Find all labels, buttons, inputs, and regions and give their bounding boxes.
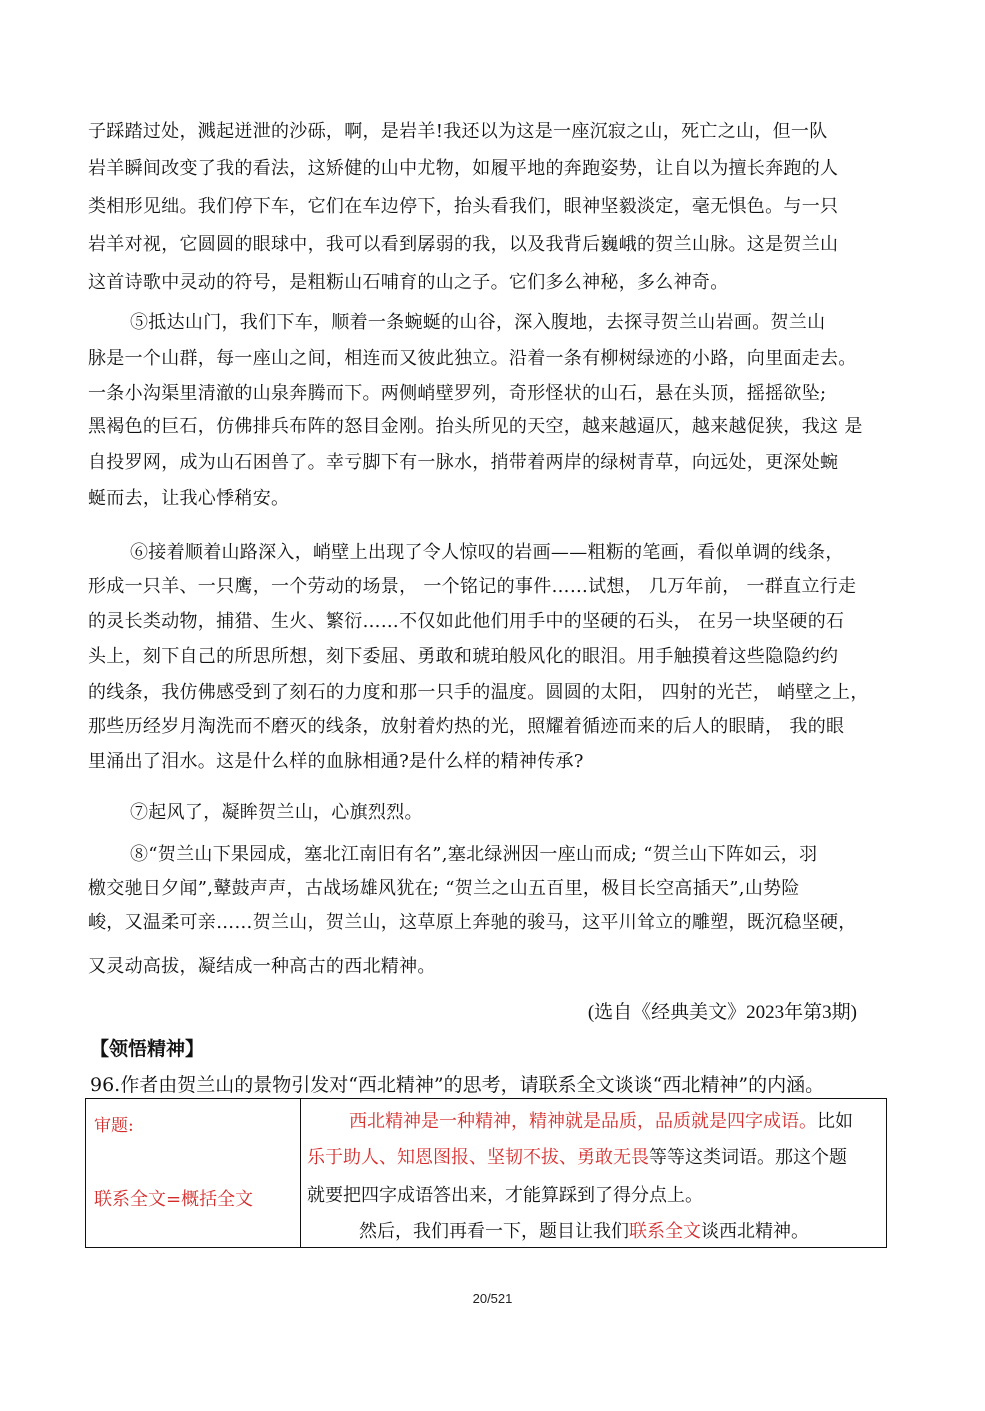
answer-line-3: 就要把四字成语答出来，才能算踩到了得分点上。: [307, 1185, 703, 1206]
table-left-cell: [86, 1099, 301, 1247]
text-line: 黑褐色的巨石，仿佛排兵布阵的怒目金刚。抬头所见的天空，越来越逼仄，越来越促狭，我这 是: [88, 416, 863, 437]
answer-red-text: 联系全文: [629, 1221, 701, 1242]
text-line: 子踩踏过处，溅起迸泄的沙砾，啊，是岩羊!我还以为这是一座沉寂之山，死亡之山，但一队: [88, 121, 828, 142]
answer-red-text: 乐于助人、知恩图报、坚韧不拔、勇敢无畏: [307, 1147, 649, 1168]
text-line: 檄交驰日夕闻”,鼙鼓声声，古战场雄风犹在; “贺兰之山五百里，极目长空高插天”,山势险: [88, 878, 800, 899]
text-line: 蜒而去，让我心悸稍安。: [88, 488, 290, 509]
text-line: 一条小沟渠里清澈的山泉奔腾而下。两侧峭壁罗列，奇形怪状的山石，悬在头顶，摇摇欲坠;: [88, 383, 827, 404]
answer-red-text: 西北精神是一种精神，精神就是品质，品质就是四字成语。: [349, 1111, 817, 1132]
text-line: 的线条，我仿佛感受到了刻石的力度和那一只手的温度。圆圆的太阳， 四射的光芒， 峭壁之上，: [88, 682, 869, 703]
question-96: 96.作者由贺兰山的景物引发对“西北精神”的思考，请联系全文谈谈“西北精神”的内涵。: [90, 1074, 825, 1096]
text-line: 类相形见绌。我们停下车，它们在车边停下，抬头看我们，眼神坚毅淡定，毫无惧色。与一只: [88, 196, 839, 217]
text-line: ⑥接着顺着山路深入，峭壁上出现了令人惊叹的岩画——粗粝的笔画，看似单调的线条，: [130, 542, 844, 563]
answer-text: 比如: [817, 1111, 853, 1132]
text-line: 又灵动高拔，凝结成一种高古的西北精神。: [88, 956, 436, 977]
text-line: 形成一只羊、一只鹰，一个劳动的场景， 一个铭记的事件……试想， 几万年前， 一群直立行走: [88, 576, 857, 597]
text-line: 岩羊对视，它圆圆的眼球中，我可以看到孱弱的我，以及我背后巍峨的贺兰山脉。这是贺兰山: [88, 234, 839, 255]
text-line: 头上，刻下自己的所思所想，刻下委屈、勇敢和琥珀般风化的眼泪。用手触摸着这些隐隐约约: [88, 646, 839, 667]
paragraph-7: ⑦起风了，凝眸贺兰山，心旗烈烈。: [130, 802, 423, 823]
text-line: 峻，又温柔可亲……贺兰山，贺兰山，这草原上奔驰的骏马，这平川耸立的雕塑，既沉稳坚硬，: [88, 912, 857, 933]
review-label: 审题:: [94, 1116, 134, 1136]
page-number: 20/521: [472, 1291, 513, 1306]
source-citation: (选自《经典美文》2023年第3期): [587, 1002, 857, 1023]
review-hint: 联系全文=概括全文: [94, 1189, 254, 1210]
answer-text: 谈西北精神。: [701, 1221, 809, 1242]
text-line: ⑧“贺兰山下果园成，塞北江南旧有名”,塞北绿洲因一座山而成; “贺兰山下阵如云，羽: [130, 844, 818, 865]
text-line: 的灵长类动物，捕猎、生火、繁衍……不仅如此他们用手中的坚硬的石头， 在另一块坚硬的石: [88, 611, 845, 632]
answer-line-2: [307, 1143, 847, 1169]
text-line: ⑤抵达山门，我们下车，顺着一条蜿蜒的山谷，深入腹地，去探寻贺兰山岩画。贺兰山: [130, 312, 826, 333]
text-line: 里涌出了泪水。这是什么样的血脉相通?是什么样的精神传承?: [88, 751, 584, 772]
table-right-cell: [301, 1099, 886, 1247]
text-line: 岩羊瞬间改变了我的看法，这矫健的山中尤物，如履平地的奔跑姿势，让自以为擅长奔跑的人: [88, 158, 839, 179]
text-line: 那些历经岁月淘洗而不磨灭的线条，放射着灼热的光，照耀着循迹而来的后人的眼睛， 我的眼: [88, 716, 845, 737]
text-line: 自投罗网，成为山石困兽了。幸亏脚下有一脉水，捎带着两岸的绿树青草，向远处，更深处蜿: [88, 452, 839, 473]
analysis-table: [85, 1098, 887, 1248]
text-line: 脉是一个山群，每一座山之间，相连而又彼此独立。沿着一条有柳树绿迹的小路，向里面走去。: [88, 348, 857, 369]
answer-line-4: [359, 1217, 809, 1243]
text-line: 这首诗歌中灵动的符号，是粗粝山石哺育的山之子。它们多么神秘，多么神奇。: [88, 272, 729, 293]
answer-text: 等等这类词语。那这个题: [649, 1147, 847, 1168]
answer-line-1: [349, 1107, 853, 1133]
section-heading: 【领悟精神】: [90, 1038, 205, 1060]
answer-text: 然后，我们再看一下，题目让我们: [359, 1221, 629, 1242]
